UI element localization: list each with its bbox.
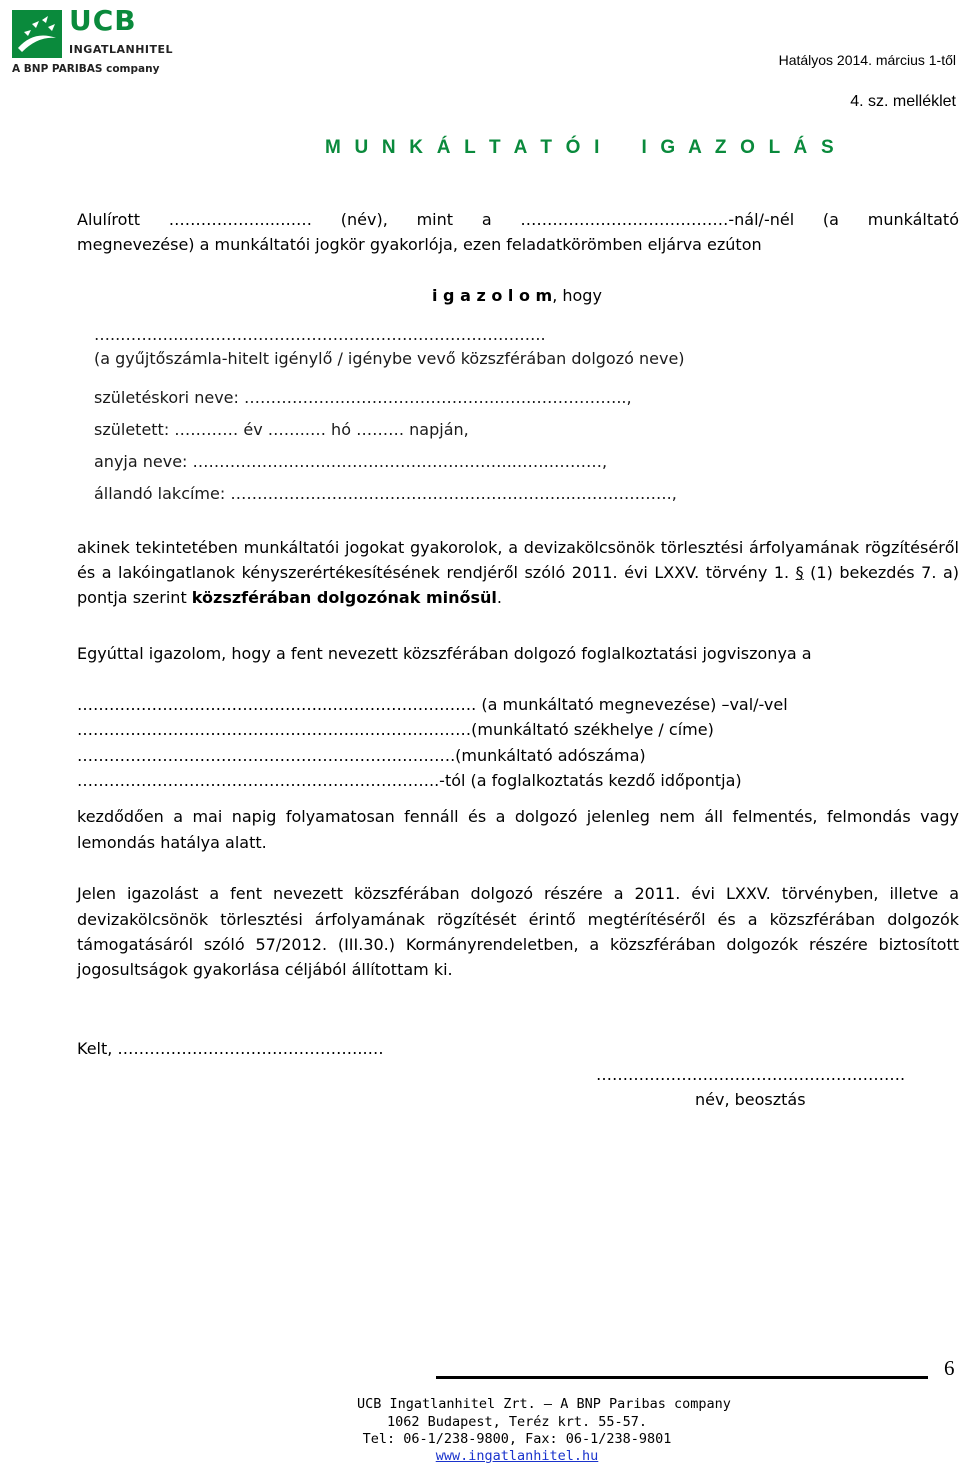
para4-line-2: devizakölcsönök törlesztési árfolyamának rögzítését érintő megtérítéséről és a közszférában dolgozók bbox=[77, 910, 959, 929]
para1-line-3b: . bbox=[496, 588, 502, 607]
ucb-logo bbox=[12, 4, 174, 75]
logo-parent: A BNP PARIBAS company bbox=[12, 63, 160, 75]
para3-line-1: kezdődően a mai napig folyamatosan fennáll és a dolgozó jelenleg nem áll felmentés, felmondás vagy bbox=[77, 807, 959, 826]
birth-date-field: született: ………… év ……..… hó ……… napján, bbox=[94, 420, 469, 439]
employee-name-field: …..…….…..………………………………………………………….. bbox=[94, 325, 546, 344]
signature-line: …………………………………………………. bbox=[596, 1065, 906, 1084]
mother-name-field: anyja neve: ……………………..……………………………..…….………, bbox=[94, 452, 608, 471]
employer-tax-field: …………………………………………………….……….(munkáltató adószáma) bbox=[77, 746, 646, 765]
para1-line-1: akinek tekintetében munkáltatói jogokat gyakorolok, a devizakölcsönök törlesztési árfolyamának rögzítéséről bbox=[77, 538, 959, 557]
birth-name-field: születéskori neve: ……………….……………………….……..…………….., bbox=[94, 388, 632, 407]
employer-seat-field: ……………………………………………..…………………(munkáltató székhelye / címe) bbox=[77, 720, 714, 739]
section-sign: § bbox=[795, 563, 804, 582]
certify-bold: i g a z o l o m bbox=[432, 286, 553, 305]
annex-number: 4. sz. melléklet bbox=[850, 93, 956, 110]
logo-subtitle: INGATLANHITEL bbox=[69, 43, 174, 56]
footer-web bbox=[357, 1448, 677, 1464]
footer-company: UCB Ingatlanhitel Zrt. – A BNP Paribas company bbox=[357, 1396, 731, 1412]
logo-brand: UCB bbox=[69, 4, 137, 37]
para4-line-3: támogatásáról szóló 57/2012. (III.30.) Kormányrendeletben, a közszférában dolgozók részére biztosított bbox=[77, 935, 959, 954]
website-link[interactable]: www.ingatlanhitel.hu bbox=[435, 1448, 599, 1464]
para1-line-3a: pontja szerint bbox=[77, 588, 192, 607]
employer-name-field: ………………………………………..………………………. (a munkáltató megnevezése) –val/-vel bbox=[77, 695, 788, 714]
para1-line-2 bbox=[77, 560, 959, 586]
employee-name-caption: (a gyűjtőszámla-hitelt igénylő / igénybe vevő közszférában dolgozó neve) bbox=[94, 349, 685, 368]
address-field: állandó lakcíme: ……………………..………………………………..………………., bbox=[94, 484, 677, 503]
para3-line-2: lemondás hatálya alatt. bbox=[77, 833, 267, 852]
para1-line-2b: (1) bekezdés 7. a) bbox=[803, 563, 960, 582]
signature-caption: név, beosztás bbox=[695, 1090, 806, 1109]
document-title: M U N K Á L T A T Ó I I G A Z O L Á S bbox=[325, 137, 838, 158]
certify-heading bbox=[432, 283, 602, 309]
effective-date: Hatályos 2014. március 1-től bbox=[778, 52, 956, 68]
page-number: 6 bbox=[944, 1356, 955, 1380]
footer-address: 1062 Budapest, Teréz krt. 55-57. bbox=[386, 1414, 648, 1430]
footer-divider bbox=[436, 1376, 928, 1379]
para1-line-2a: és a lakóingatlanok kényszerértékesítésének rendjéről szóló 2011. évi LXXV. törvény 1. bbox=[77, 563, 796, 582]
employment-start-field: …………………………………………………………..-tól (a foglalkoztatás kezdő időpontja) bbox=[77, 771, 742, 790]
para4-line-4: jogosultságok gyakorlása céljából állítottam ki. bbox=[77, 960, 453, 979]
intro-line-2: megnevezése) a munkáltatói jogkör gyakorlója, ezen feladatkörömben eljárva ezúton bbox=[77, 235, 762, 254]
para4-line-1: Jelen igazolást a fent nevezett közszférában dolgozó részére a 2011. évi LXXV. törvényben, illetve a bbox=[77, 884, 959, 903]
certify-rest: , hogy bbox=[552, 286, 602, 305]
intro-line-1: Alulírott ………………..….… (név), mint a …………………………………-nál/-nél (a munkáltató bbox=[77, 210, 959, 229]
para2: Egyúttal igazolom, hogy a fent nevezett közszférában dolgozó foglalkoztatási jogviszonya a bbox=[77, 644, 812, 663]
place-date-field: Kelt, ………………………………………..… bbox=[77, 1039, 384, 1058]
footer-phone: Tel: 06-1/238-9800, Fax: 06-1/238-9801 bbox=[362, 1431, 672, 1447]
para1-line-3 bbox=[77, 585, 502, 611]
public-sector-status: közszférában dolgozónak minősül bbox=[191, 588, 497, 607]
bnp-stars-icon bbox=[12, 10, 62, 58]
